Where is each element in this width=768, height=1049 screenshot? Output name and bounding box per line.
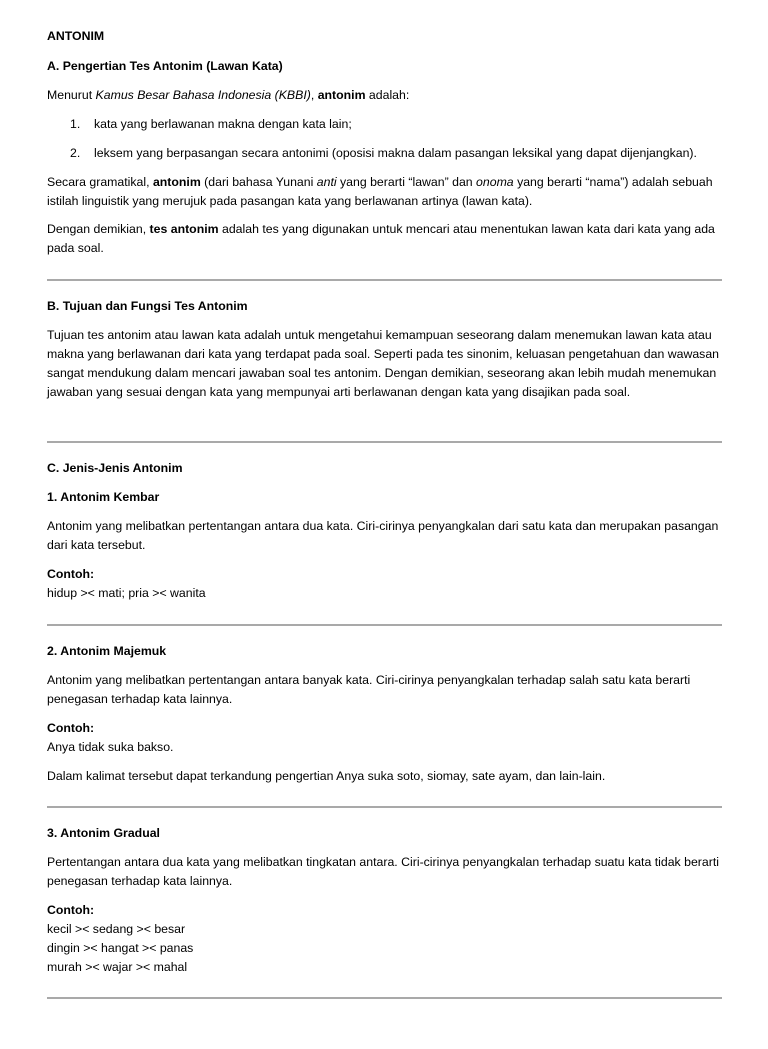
antonim-majemuk-paragraph: Antonim yang melibatkan pertentangan antara banyak kata. Ciri-cirinya penyangkalan terhadap salah satu kata berarti penegasan terhadap kata lainnya. (47, 673, 691, 706)
section-divider (47, 279, 722, 281)
section-divider (47, 624, 722, 626)
section-b-paragraph: Tujuan tes antonim atau lawan kata adalah untuk mengetahui kemampuan seseorang dalam menemukan lawan kata atau makna yang berlawanan dari kata yang terdapat pada soal. Seperti pada tes sinonim, keluasan pengetahuan dan wawasan sangat mendukung dalam mencari jawaban soal tes antonim. Dengan demikian, seseorang akan lebih mudah menemukan jawaban yang sesuai dengan kata yang mempunyai arti berlawanan dengan kata yang disajikan pada soal. (47, 328, 720, 399)
section-a-heading: A. Pengertian Tes Antonim (Lawan Kata) (47, 59, 283, 73)
section-b-heading: B. Tujuan dan Fungsi Tes Antonim (47, 299, 248, 313)
antonim-gradual-example: murah >< wajar >< mahal (47, 960, 188, 974)
antonim-gradual-example: kecil >< sedang >< besar (47, 922, 186, 936)
section-a-intro: Menurut Kamus Besar Bahasa Indonesia (KBBI), antonim adalah: (47, 88, 410, 102)
antonim-majemuk-example: Anya tidak suka bakso. (47, 740, 174, 754)
section-divider (47, 806, 722, 808)
antonim-gradual-contoh-label: Contoh: (47, 903, 95, 917)
section-divider (47, 441, 722, 443)
section-a-paragraph-conclusion: Dengan demikian, tes antonim adalah tes yang digunakan untuk mencari atau menentukan lawan kata dari kata yang ada pada soal. (47, 222, 715, 255)
section-c-heading: C. Jenis-Jenis Antonim (47, 461, 183, 475)
antonim-gradual-example: dingin >< hangat >< panas (47, 941, 194, 955)
antonim-gradual-paragraph: Pertentangan antara dua kata yang melibatkan tingkatan antara. Ciri-cirinya penyangkalan terhadap suatu kata tidak berarti penegasan terhadap kata lainnya. (47, 855, 719, 888)
antonim-gradual-heading: 3. Antonim Gradual (47, 826, 160, 840)
antonim-kembar-example: hidup >< mati; pria >< wanita (47, 586, 206, 600)
antonim-majemuk-contoh-label: Contoh: (47, 721, 95, 735)
antonim-majemuk-note: Dalam kalimat tersebut dapat terkandung pengertian Anya suka soto, siomay, sate ayam, dan lain-lain. (47, 769, 606, 783)
antonim-majemuk-heading: 2. Antonim Majemuk (47, 644, 167, 658)
antonim-kembar-paragraph: Antonim yang melibatkan pertentangan antara dua kata. Ciri-cirinya penyangkalan dari satu kata dan merupakan pasangan dari kata tersebut. (47, 519, 719, 552)
section-a-paragraph-gramatikal: Secara gramatikal, antonim (dari bahasa Yunani anti yang berarti “lawan” dan onoma yang berarti “nama”) adalah sebuah istilah linguistik yang merujuk pada pasangan kata yang berlawanan artinya (lawan kata). (47, 175, 713, 208)
section-divider (47, 997, 722, 999)
antonim-kembar-heading: 1. Antonim Kembar (47, 490, 160, 504)
antonim-kembar-contoh-label: Contoh: (47, 567, 95, 581)
document-title: ANTONIM (47, 29, 105, 43)
